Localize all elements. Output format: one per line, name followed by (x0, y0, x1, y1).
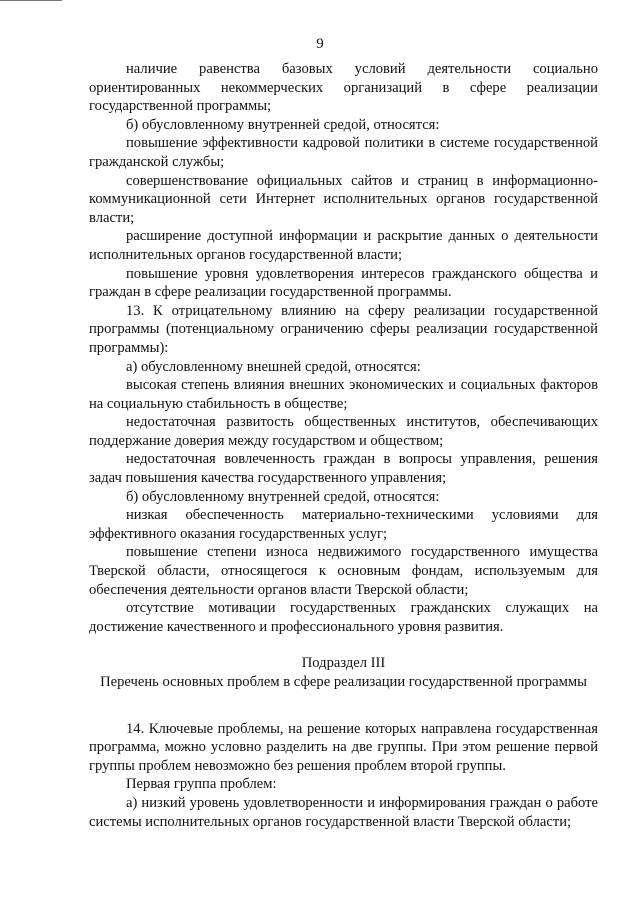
paragraph: недостаточная развитость общественных институтов, обеспечивающих поддержание доверия между государством и обществом; (89, 414, 598, 449)
paragraph: повышение степени износа недвижимого государственного имущества Тверской области, относящегося к основным фондам, используемым для обеспечения деятельности органов власти Тверской области; (89, 544, 598, 598)
paragraph: Первая группа проблем: (126, 776, 277, 793)
paragraph: б) обусловленному внутренней средой, относятся: (126, 116, 440, 133)
page-number: 9 (316, 36, 324, 52)
paragraph: 13. К отрицательному влиянию на сферу реализации государственной программы (потенциальному ограничению сферы реализации государственной программы): (89, 302, 598, 356)
document-body (89, 60, 598, 831)
paragraph: отсутствие мотивации государственных гражданских служащих на достижение качественного и профессионального уровня развития. (89, 600, 598, 635)
paragraph: б) обусловленному внутренней средой, относятся: (126, 488, 440, 505)
paragraph: совершенствование официальных сайтов и страниц в информационно-коммуникационной сети Интернет исполнительных органов государственной власти; (89, 172, 598, 226)
paragraph: повышение уровня удовлетворения интересов гражданского общества и граждан в сфере реализации государственной программы. (89, 265, 598, 301)
paragraph: а) обусловленному внешней средой, относятся: (126, 358, 421, 375)
subsection-title: Перечень основных проблем в сфере реализации государственной программы (100, 674, 587, 690)
paragraph: 14. Ключевые проблемы, на решение которых направлена государственная программа, можно условно разделить на две группы. При этом решение первой группы проблем невозможно без решения проблем второй группы. (89, 720, 598, 774)
paragraph: недостаточная вовлеченность граждан в вопросы управления, решения задач повышения качества государственного управления; (89, 451, 598, 487)
corner-scan-mark (0, 0, 62, 1)
paragraph: повышение эффективности кадровой политики в системе государственной гражданской службы; (89, 135, 598, 170)
paragraph: расширение доступной информации и раскрытие данных о деятельности исполнительных органов государственной власти; (89, 228, 598, 263)
subsection-label: Подраздел III (301, 655, 386, 672)
paragraph: низкая обеспеченность материально-техническими условиями для эффективного оказания государственных услуг; (89, 507, 598, 542)
paragraph: а) низкий уровень удовлетворенности и информирования граждан о работе системы исполнительных органов государственной власти Тверской области; (89, 794, 598, 830)
paragraph: высокая степень влияния внешних экономических и социальных факторов на социальную стабильность в обществе; (89, 377, 598, 412)
paragraph: наличие равенства базовых условий деятельности социально ориентированных некоммерческих организаций в сфере реализации государственной программы; (89, 61, 598, 115)
